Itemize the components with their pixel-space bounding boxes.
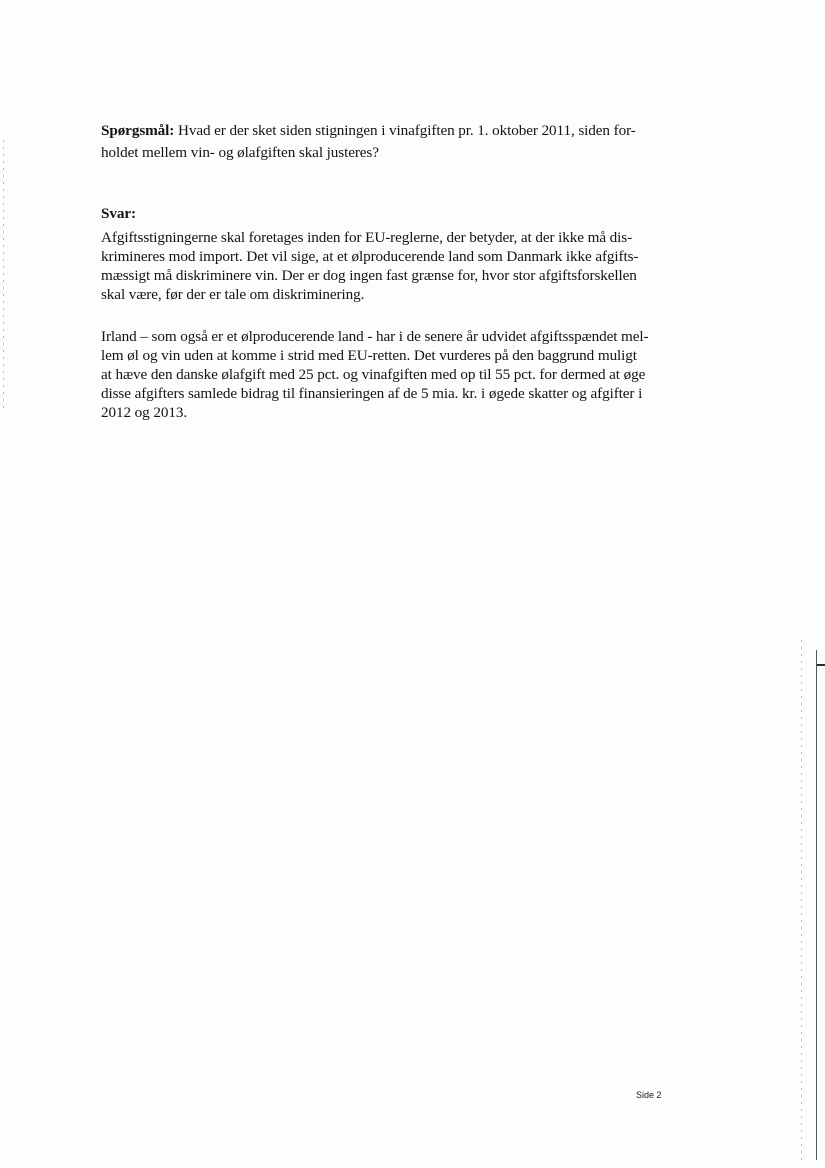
scan-edge-line	[816, 650, 817, 1160]
answer-p1-line-1: Afgiftsstigningerne skal foretages inden for EU-reglerne, der betyder, at der ikke må dis-	[101, 229, 633, 246]
question-line-2: holdet mellem vin- og ølafgiften skal justeres?	[101, 144, 379, 161]
answer-p2-line-3: at hæve den danske ølafgift med 25 pct. og vinafgiften med op til 55 pct. for dermed at øge	[101, 366, 646, 383]
question-label: Spørgsmål:	[101, 122, 175, 139]
answer-p2-line-5: 2012 og 2013.	[101, 404, 188, 421]
page-number: Side 2	[636, 1090, 662, 1100]
answer-p2-line-2: lem øl og vin uden at komme i strid med EU-retten. Det vurderes på den baggrund muligt	[101, 347, 637, 364]
question-line-1	[101, 121, 636, 141]
question-text-1: Hvad er der sket siden stigningen i vinafgiften pr. 1. oktober 2011, siden for-	[177, 122, 636, 139]
scan-edge-mark	[817, 664, 825, 666]
answer-p2-line-1: Irland – som også er et ølproducerende land - har i de senere år udvidet afgiftsspændet mel-	[101, 328, 649, 345]
scan-left-dots	[3, 140, 4, 410]
answer-p1-line-3: mæssigt må diskriminere vin. Der er dog ingen fast grænse for, hvor stor afgiftsforskellen	[101, 267, 637, 284]
answer-p2-line-4: disse afgifters samlede bidrag til finansieringen af de 5 mia. kr. i øgede skatter og afgifter i	[101, 385, 643, 402]
answer-heading: Svar:	[101, 205, 136, 222]
scan-edge-dots	[801, 640, 802, 1160]
answer-p1-line-4: skal være, før der er tale om diskriminering.	[101, 286, 365, 303]
answer-p1-line-2: krimineres mod import. Det vil sige, at et ølproducerende land som Danmark ikke afgifts-	[101, 248, 639, 265]
